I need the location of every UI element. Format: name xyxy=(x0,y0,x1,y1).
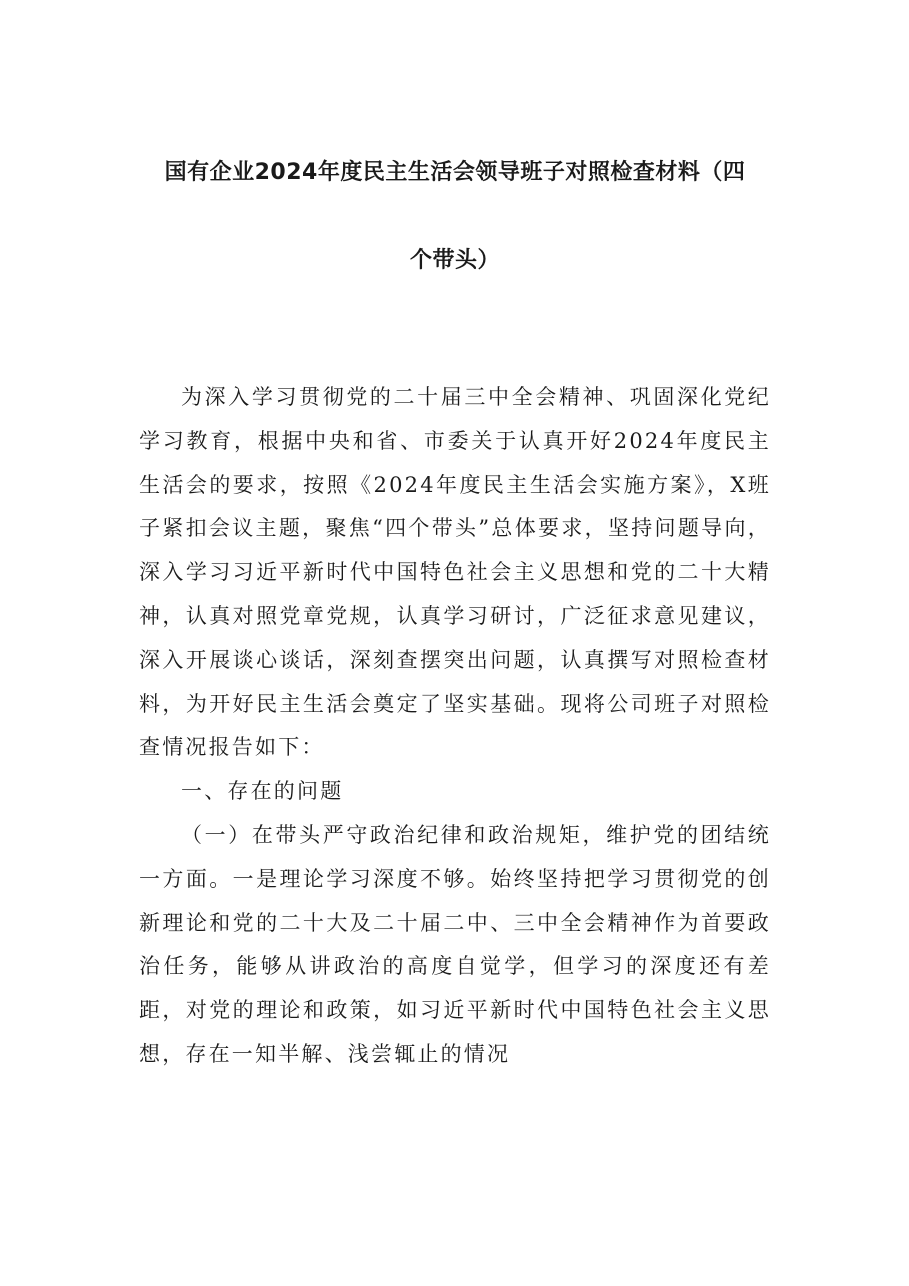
document-body xyxy=(139,376,771,1077)
section-paragraph: （一）在带头严守政治纪律和政治规矩，维护党的团结统一方面。一是理论学习深度不够。始终坚持把学习贯彻党的创新理论和党的二十大及二十届二中、三中全会精神作为首要政治任务，能够从讲政治的高度自觉学，但学习的深度还有差距，对党的理论和政策，如习近平新时代中国特色社会主义思想，存在一知半解、浅尝辄止的情况 xyxy=(139,822,771,1066)
document-title-line-1: 国有企业2024年度民主生活会领导班子对照检查材料（四 xyxy=(164,160,746,185)
section-heading: 一、存在的问题 xyxy=(181,779,344,804)
document-title-line-2: 个带头） xyxy=(409,248,500,273)
intro-paragraph: 为深入学习贯彻党的二十届三中全会精神、巩固深化党纪学习教育，根据中央和省、市委关于认真开好2024年度民主生活会的要求，按照《2024年度民主生活会实施方案》，X班子紧扣会议主题，聚焦“四个带头”总体要求，坚持问题导向，深入学习习近平新时代中国特色社会主义思想和党的二十大精神，认真对照党章党规，认真学习研讨，广泛征求意见建议，深入开展谈心谈话，深刻查摆突出问题，认真撰写对照检查材料，为开好民主生活会奠定了坚实基础。现将公司班子对照检查情况报告如下： xyxy=(139,385,771,760)
